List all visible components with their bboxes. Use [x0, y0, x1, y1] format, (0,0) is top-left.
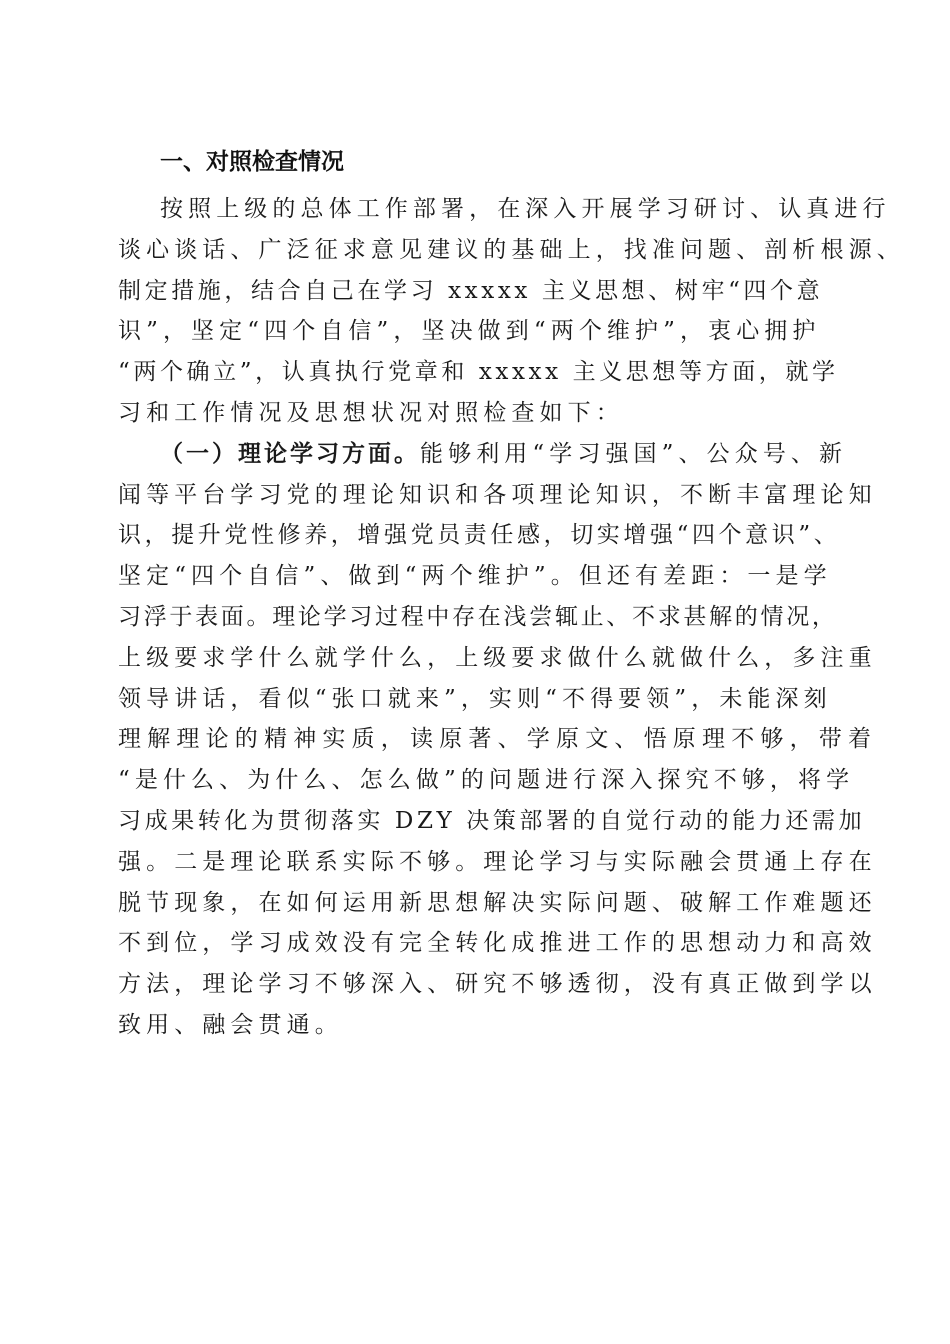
paragraph-line: 识，提升党性修养，增强党员责任感，切实增强“四个意识”、	[118, 522, 841, 549]
paragraph-line: 闻等平台学习党的理论知识和各项理论知识，不断丰富理论知	[118, 481, 877, 508]
paragraph-line: “是什么、为什么、怎么做”的问题进行深入探究不够，将学	[118, 767, 855, 794]
paragraph-line: 不到位，学习成效没有完全转化成推进工作的思想动力和高效	[118, 930, 877, 957]
paragraph-line: 按照上级的总体工作部署，在深入开展学习研讨、认真进行	[160, 196, 891, 222]
paragraph-line	[118, 434, 848, 475]
paragraph-line: 强。二是理论联系实际不够。理论学习与实际融会贯通上存在	[118, 848, 877, 875]
paragraph-line: “两个确立”，认真执行党章和 xxxxx 主义思想等方面，就学	[118, 359, 839, 386]
paragraph-line: 习成果转化为贯彻落实 DZY 决策部署的自觉行动的能力还需加	[118, 807, 866, 834]
intro-paragraph	[118, 189, 905, 434]
paragraph-line: 脱节现象，在如何运用新思想解决实际问题、破解工作难题还	[118, 889, 877, 916]
paragraph-line: 习和工作情况及思想状况对照检查如下：	[118, 399, 624, 426]
paragraph-line: 制定措施，结合自己在学习 xxxxx 主义思想、树牢“四个意	[118, 277, 824, 304]
section-heading: 一、对照检查情况	[160, 149, 344, 175]
subsection-heading: （一）理论学习方面。	[160, 440, 420, 467]
theory-study-paragraph	[118, 434, 878, 1046]
document-body	[118, 139, 905, 1046]
paragraph-line: 方法，理论学习不够深入、研究不够透彻，没有真正做到学以	[118, 971, 877, 998]
paragraph-line: 上级要求学什么就学什么，上级要求做什么就做什么，多注重	[118, 644, 877, 671]
paragraph-line: 习浮于表面。理论学习过程中存在浅尝辄止、不求甚解的情况，	[118, 603, 838, 630]
paragraph-line: 谈心谈话、广泛征求意见建议的基础上，找准问题、剖析根源、	[118, 236, 905, 263]
paragraph-line: 理解理论的精神实质，读原著、学原文、悟原理不够，带着	[118, 726, 878, 753]
subsection-first-line-text: 能够利用“学习强国”、公众号、新	[420, 440, 848, 467]
paragraph-line: 致用、融会贯通。	[118, 1011, 343, 1038]
paragraph-line: 坚定“四个自信”、做到“两个维护”。但还有差距：一是学	[118, 563, 832, 590]
paragraph-line: 领导讲话，看似“张口就来”，实则“不得要领”，未能深刻	[118, 685, 832, 712]
paragraph-line: 识”，坚定“四个自信”，坚决做到“两个维护”，衷心拥护	[118, 318, 821, 345]
